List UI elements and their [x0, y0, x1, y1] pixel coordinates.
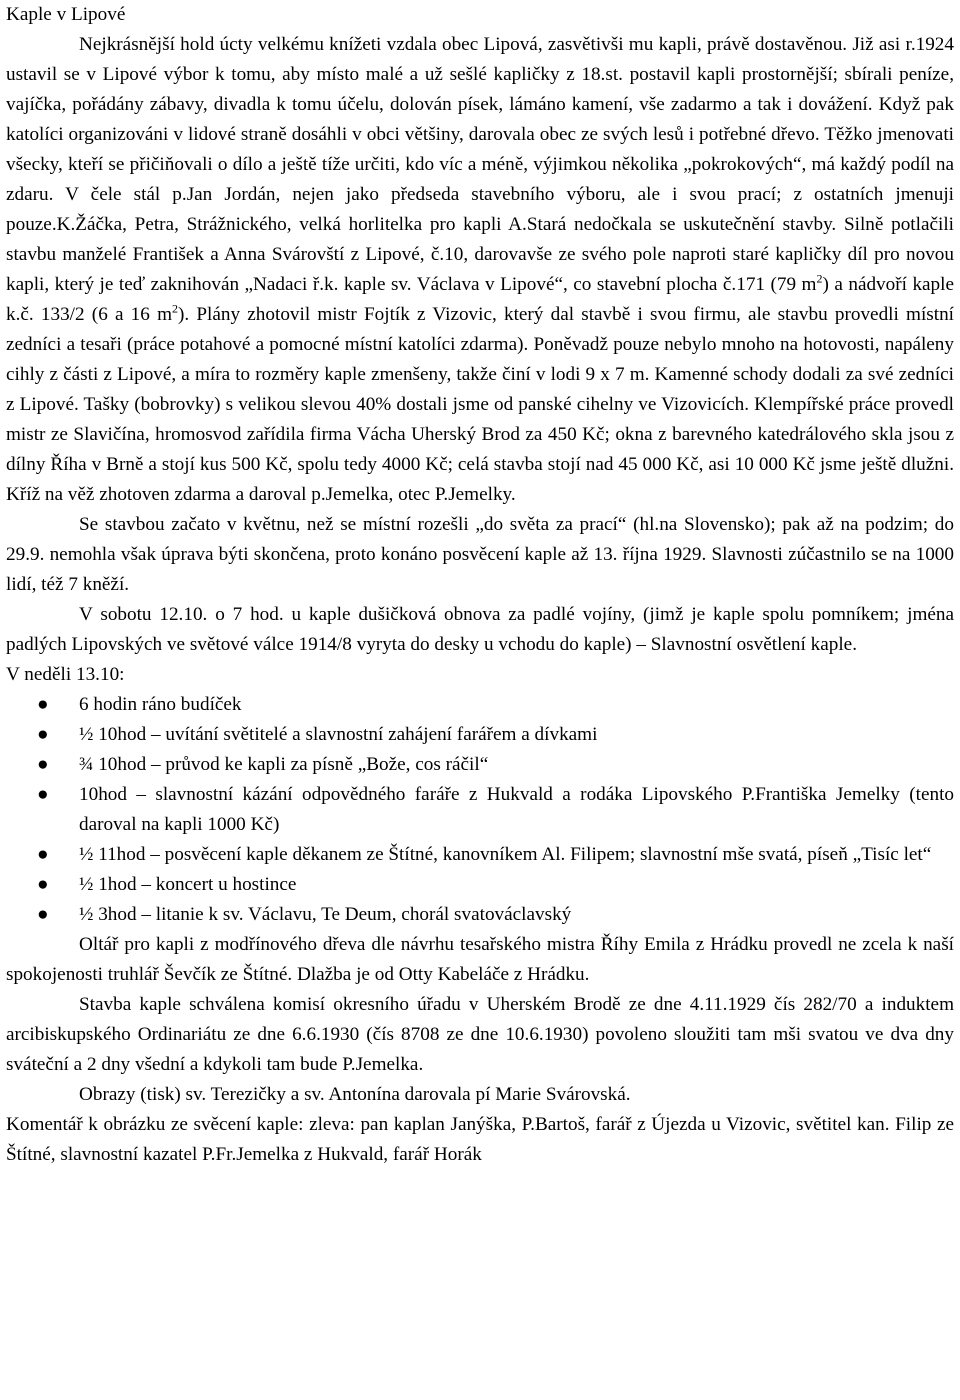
program-item	[37, 690, 954, 720]
superscript-squared: 2	[816, 271, 823, 286]
program-item	[37, 870, 954, 900]
program-item-text: ¾ 10hod – průvod ke kapli za písně „Bože, cos ráčil“	[79, 754, 489, 775]
program-item-text: ½ 1hod – koncert u hostince	[79, 874, 297, 895]
paragraph-history-text-start: Nejkrásnější hold úcty velkému knížeti vzdala obec Lipová, zasvětivši mu kapli, právě dostavěnou. Již asi r.1924 ustavil se v Lipové výbor k tomu, aby místo malé a už sešlé kapličky z 18.st. postavil kapli prostornější; sbírali peníze, vajíčka, pořádány zábavy, divadla k tomu účelu, dolován písek, lámáno kamení, vše zadarmo a tak i dovážení. Když pak katolíci organizováni v lidové straně dosáhli v obci většiny, darovala obec ze svých lesů i potřebné dřevo. Těžko jmenovati všecky, kteří se přičiňovali o dílo a ještě tíže určiti, kdo víc a méně, výjimkou několika „pokrokových“, má každý podíl na zdaru. V čele stál p.Jan Jordán, nejen jako předseda stavebního výboru, ale i svou prací; z ostatních jmenuji pouze.K.Žáčka, Petra, Strážnického, velká horlitelka pro kapli A.Stará nedočkala se uskutečnění stavby. Silně potlačili stavbu manželé František a Anna Svárovští z Lipové, č.10, darovavše ze svého pole naproti staré kapličky díl pro novou kapli, který je teď zaknihován „Nadaci ř.k. kaple sv. Václava v Lipové“, co stavební plocha č.171 (79 m	[6, 34, 954, 295]
paragraph-history-text-end: ). Plány zhotovil mistr Fojtík z Vizovic, který dal stavbě i svou firmu, ale stavbu provedli místní zedníci a tesaři (práce potahové a pomocné místní katolíci zdarma). Poněvadž pouze nebylo mnoho na hotovosti, napáleny cihly z části z Lipové, a míra to rozměry kaple zmenšeny, takže činí v lodi 9 x 7 m. Kamenné schody dodali za své zedníci z Lipové. Tašky (bobrovky) s velikou slevou 40% dostali jsme od panské cihelny ve Vizovicích. Klempířské práce provedl mistr ze Slavičína, hromosvod zařídila firma Vácha Uherský Brod za 450 Kč; okna z barevného katedrálového skla jsou z dílny Říha v Brně a stojí kus 500 Kč, spolu tedy 4000 Kč; celá stavba stojí nad 45 000 Kč, asi 10 000 Kč jsme ještě dlužni. Kříž na věž zhotoven zdarma a daroval p.Jemelka, otec P.Jemelky.	[6, 304, 954, 505]
bullet-icon: ●	[37, 694, 49, 715]
program-item	[37, 720, 954, 750]
program-item	[37, 780, 954, 840]
program-item-text: 6 hodin ráno budíček	[79, 694, 242, 715]
paragraph-construction: Se stavbou začato v květnu, než se místní rozešli „do světa za prací“ (hl.na Slovensko); pak až na podzim; do 29.9. nemohla však úprava býti skončena, proto konáno posvěcení kaple až 13. října 1929. Slavnosti zúčastnilo se na 1000 lidí, též 7 kněží.	[6, 514, 954, 595]
paragraph-photo-comment: Komentář k obrázku ze svěcení kaple: zleva: pan kaplan Janýška, P.Bartoš, farář z Újezda u Vizovic, světitel kan. Filip ze Štítné, slavnostní kazatel P.Fr.Jemelka z Hukvald, farář Horák	[6, 1114, 954, 1165]
bullet-icon: ●	[37, 874, 49, 895]
program-item	[37, 840, 954, 870]
bullet-icon: ●	[37, 784, 49, 805]
program-list	[6, 690, 954, 930]
paragraph-saturday: V sobotu 12.10. o 7 hod. u kaple dušičková obnova za padlé vojíny, (jimž je kaple spolu pomníkem; jména padlých Lipovských ve světové válce 1914/8 vyryta do desky u vchodu do kaple) – Slavnostní osvětlení kaple.	[6, 604, 954, 655]
paragraph-sunday-heading: V neděli 13.10:	[6, 664, 125, 685]
program-item	[37, 750, 954, 780]
paragraph-history	[6, 30, 954, 510]
program-item-text: ½ 3hod – litanie k sv. Václavu, Te Deum, chorál svatováclavský	[79, 904, 572, 925]
program-item	[37, 900, 954, 930]
paragraph-altar: Oltář pro kapli z modřínového dřeva dle návrhu tesařského mistra Říhy Emila z Hrádku provedl ne zcela k naší spokojenosti truhlář Ševčík ze Štítné. Dlažba je od Otty Kabeláče z Hrádku.	[6, 934, 954, 985]
paragraph-pictures: Obrazy (tisk) sv. Terezičky a sv. Antonína darovala pí Marie Svárovská.	[79, 1084, 631, 1105]
program-item-text: ½ 11hod – posvěcení kaple děkanem ze Štítné, kanovníkem Al. Filipem; slavnostní mše svatá, píseň „Tisíc let“	[79, 844, 932, 865]
bullet-icon: ●	[37, 754, 49, 775]
bullet-icon: ●	[37, 904, 49, 925]
paragraph-approval: Stavba kaple schválena komisí okresního úřadu v Uherském Brodě ze dne 4.11.1929 čís 282/70 a induktem arcibiskupského Ordinariátu ze dne 6.6.1930 (čís 8708 ze dne 10.6.1930) povoleno sloužiti tam mši svatou ve dva dny sváteční a 2 dny všední a kdykoli tam bude P.Jemelka.	[6, 994, 954, 1075]
bullet-icon: ●	[37, 724, 49, 745]
paragraph-history-text-middle: ) a nádvoří kaple k.č. 133/2 (6 a 16 m	[6, 274, 955, 325]
bullet-icon: ●	[37, 844, 49, 865]
document-title: Kaple v Lipové	[6, 4, 126, 25]
superscript-squared-2: 2	[172, 301, 178, 316]
program-item-text: ½ 10hod – uvítání světitelé a slavnostní zahájení farářem a dívkami	[79, 724, 598, 745]
program-item-text: 10hod – slavnostní kázání odpovědného faráře z Hukvald a rodáka Lipovského P.Františka Jemelky (tento daroval na kapli 1000 Kč)	[79, 784, 954, 835]
